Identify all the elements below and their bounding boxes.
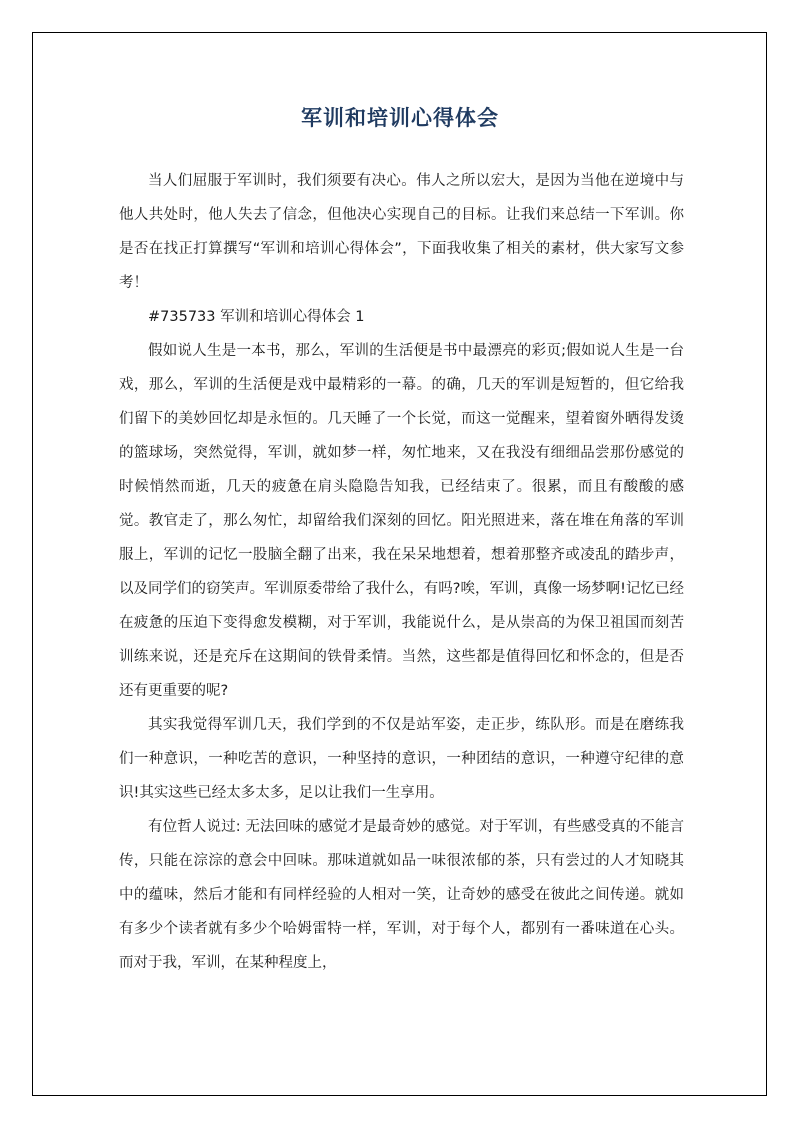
section-heading: #735733 军训和培训心得体会 1 — [148, 309, 365, 325]
paragraph-intro: 当人们屈服于军训时，我们须要有决心。伟人之所以宏大，是因为当他在逆境中与他人共处时，他人失去了信念，但他决心实现自己的目标。让我们来总结一下军训。你是否在找正打算撰写“军训和培训心得体会”，下面我收集了相关的素材，供大家写文参考！ — [119, 173, 684, 291]
document-title: 军训和培训心得体会 — [301, 106, 499, 130]
paragraph-1: 假如说人生是一本书，那么，军训的生活便是书中最漂亮的彩页;假如说人生是一台戏，那么，军训的生活便是戏中最精彩的一幕。的确，几天的军训是短暂的，但它给我们留下的美妙回忆却是永恒的。几天睡了一个长觉，而这一觉醒来，望着窗外晒得发烫的篮球场，突然觉得，军训，就如梦一样，匆忙地来，又在我没有细细品尝那份感觉的时候悄然而逝，几天的疲惫在肩头隐隐告知我，已经结束了。很累，而且有酸酸的感觉。教官走了，那么匆忙，却留给我们深刻的回忆。阳光照进来，落在堆在角落的军训服上，军训的记忆一股脑全翻了出来，我在呆呆地想着，想着那整齐或凌乱的踏步声，以及同学们的窃笑声。军训原委带给了我什么，有吗?唉，军训，真像一场梦啊!记忆已经在疲惫的压迫下变得愈发模糊，对于军训，我能说什么，是从崇高的为保卫祖国而刻苦训练来说，还是充斥在这期间的铁骨柔情。当然，这些都是值得回忆和怀念的，但是否还有更重要的呢? — [119, 343, 684, 699]
paragraph-3: 有位哲人说过: 无法回味的感觉才是最奇妙的感觉。对于军训，有些感受真的不能言传，只能在淙淙的意会中回味。那味道就如品一味很浓郁的茶，只有尝过的人才知晓其中的蕴味，然后才能和有同样经验的人相对一笑，让奇妙的感受在彼此之间传递。就如有多少个读者就有多少个哈姆雷特一样，军训，对于每个人，都别有一番味道在心头。而对于我，军训，在某种程度上， — [119, 819, 684, 971]
paragraph-2: 其实我觉得军训几天，我们学到的不仅是站军姿，走正步，练队形。而是在磨练我们一种意识，一种吃苦的意识，一种坚持的意识，一种团结的意识，一种遵守纪律的意识!其实这些已经太多太多，足以让我们一生享用。 — [119, 717, 684, 801]
document-body — [119, 164, 684, 980]
